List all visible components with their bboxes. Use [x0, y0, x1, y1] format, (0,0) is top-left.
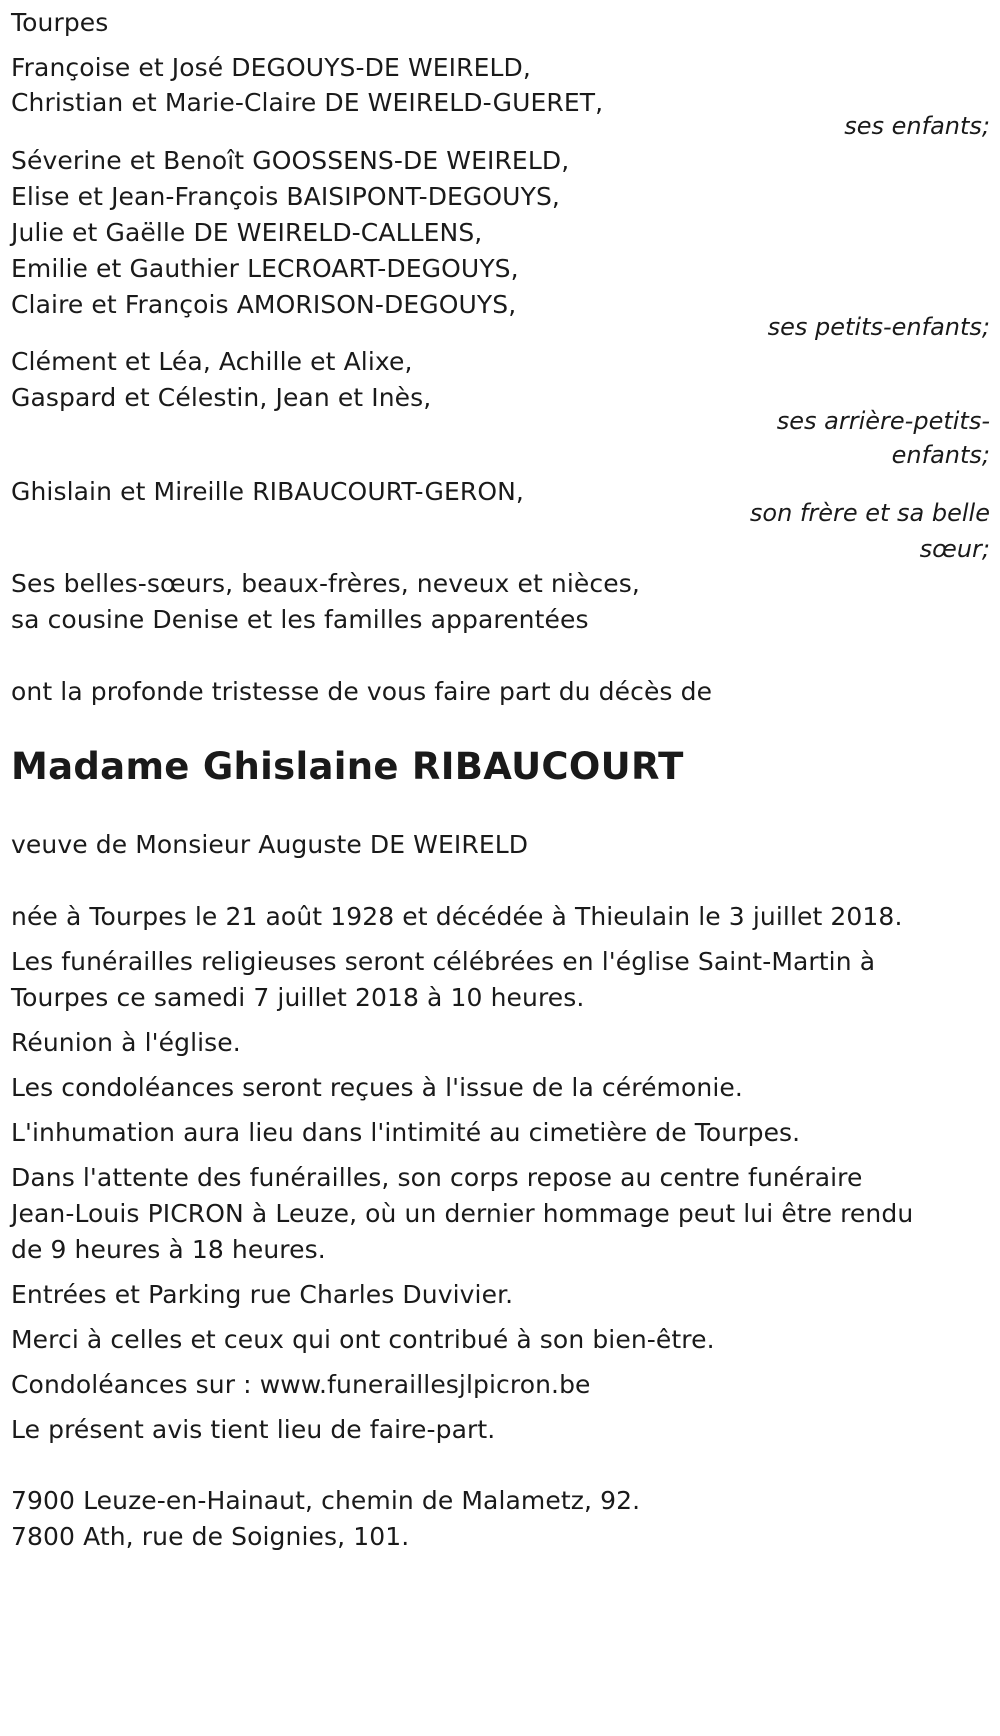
- viewing-line-1: Dans l'attente des funérailles, son corps repose au centre funéraire: [11, 1163, 863, 1192]
- great-grandchildren-line-1: Clément et Léa, Achille et Alixe,: [11, 347, 413, 376]
- sibling-line: Ghislain et Mireille RIBAUCOURT-GERON,: [11, 477, 524, 506]
- sibling-relation-label-1: son frère et sa belle: [749, 499, 990, 527]
- grandchildren-line-3: Julie et Gaëlle DE WEIRELD-CALLENS,: [11, 218, 483, 247]
- thanks-line: Merci à celles et ceux qui ont contribué à son bien-être.: [11, 1325, 715, 1354]
- location-heading: Tourpes: [11, 8, 109, 37]
- children-line-2: Christian et Marie-Claire DE WEIRELD-GUERET,: [11, 88, 604, 117]
- notice-line: Le présent avis tient lieu de faire-part.: [11, 1415, 496, 1444]
- viewing-line-2: Jean-Louis PICRON à Leuze, où un dernier hommage peut lui être rendu: [11, 1199, 914, 1228]
- grandchildren-line-2: Elise et Jean-François BAISIPONT-DEGOUYS,: [11, 182, 560, 211]
- great-grandchildren-line-2: Gaspard et Célestin, Jean et Inès,: [11, 383, 432, 412]
- widow-of-line: veuve de Monsieur Auguste DE WEIRELD: [11, 830, 529, 859]
- condolences-line: Les condoléances seront reçues à l'issue de la cérémonie.: [11, 1073, 743, 1102]
- meeting-line: Réunion à l'église.: [11, 1028, 241, 1057]
- others-line-1: Ses belles-sœurs, beaux-frères, neveux et nièces,: [11, 569, 640, 598]
- birth-death-line: née à Tourpes le 21 août 1928 et décédée à Thieulain le 3 juillet 2018.: [11, 902, 903, 931]
- grandchildren-line-1: Séverine et Benoît GOOSSENS-DE WEIRELD,: [11, 146, 570, 175]
- funeral-line-2: Tourpes ce samedi 7 juillet 2018 à 10 heures.: [11, 983, 585, 1012]
- address-line-2: 7800 Ath, rue de Soignies, 101.: [11, 1522, 410, 1551]
- online-condolences-line: Condoléances sur : www.funeraillesjlpicron.be: [11, 1370, 591, 1399]
- burial-line: L'inhumation aura lieu dans l'intimité au cimetière de Tourpes.: [11, 1118, 801, 1147]
- address-line-1: 7900 Leuze-en-Hainaut, chemin de Malametz, 92.: [11, 1486, 641, 1515]
- great-grandchildren-relation-label-2: enfants;: [891, 441, 990, 469]
- deceased-name: Madame Ghislaine RIBAUCOURT: [11, 745, 684, 788]
- children-line-1: Françoise et José DEGOUYS-DE WEIRELD,: [11, 53, 531, 82]
- funeral-line-1: Les funérailles religieuses seront célébrées en l'église Saint-Martin à: [11, 947, 876, 976]
- children-relation-label: ses enfants;: [844, 112, 990, 140]
- great-grandchildren-relation-label-1: ses arrière-petits-: [776, 407, 990, 435]
- others-line-2: sa cousine Denise et les familles apparentées: [11, 605, 589, 634]
- viewing-line-3: de 9 heures à 18 heures.: [11, 1235, 326, 1264]
- grandchildren-relation-label: ses petits-enfants;: [767, 313, 990, 341]
- grandchildren-line-4: Emilie et Gauthier LECROART-DEGOUYS,: [11, 254, 519, 283]
- parking-line: Entrées et Parking rue Charles Duvivier.: [11, 1280, 514, 1309]
- announcement-text: ont la profonde tristesse de vous faire part du décès de: [11, 677, 713, 706]
- sibling-relation-label-2: sœur;: [919, 535, 990, 563]
- grandchildren-line-5: Claire et François AMORISON-DEGOUYS,: [11, 290, 517, 319]
